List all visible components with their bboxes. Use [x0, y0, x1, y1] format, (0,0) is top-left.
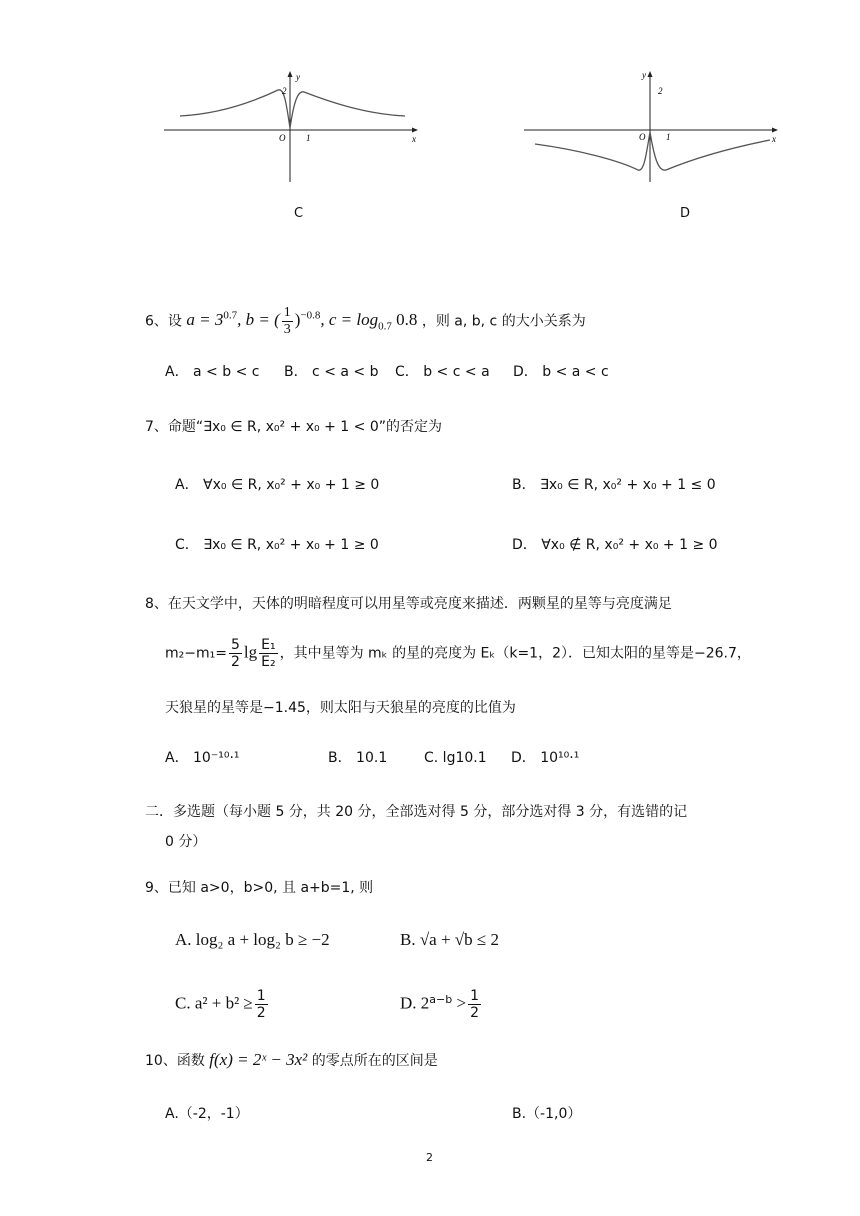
q6-b-expr: , b = ( [237, 310, 280, 330]
graph-c-y-arrow [288, 71, 293, 77]
graph-c-x-label: x [412, 134, 416, 144]
graph-d-y-label: y [642, 70, 646, 80]
q6-option-d: D． b < a < c [513, 364, 609, 380]
q6-a-expr: a = 3 [186, 310, 224, 330]
q6-c-arg: 0.8 [391, 310, 418, 330]
q9-option-b: B. √a + √b ≤ 2 [400, 930, 499, 949]
q8-option-d: D． 10¹⁰·¹ [511, 750, 580, 766]
section-2-line1: 二．多选题（每小题 5 分，共 20 分，全部选对得 5 分，部分选对得 3 分，有选错的记 [145, 804, 688, 820]
q10-option-a: A.（-2，-1） [165, 1106, 249, 1122]
graph-d-tick-two: 2 [658, 86, 663, 96]
section-2-line2: 0 分） [165, 834, 207, 850]
q6-b-pow: −0.8 [300, 309, 321, 322]
q10-suffix: 的零点所在的区间是 [311, 1053, 438, 1069]
question-8-line2 [165, 637, 751, 670]
q10-option-b: B.（-1,0） [512, 1106, 582, 1122]
question-9: 9、已知 a>0，b>0, 且 a+b=1, 则 [145, 880, 374, 896]
q6-c-expr: , c = log [320, 310, 379, 330]
q8-line2-rest: ，其中星等为 mₖ 的星的亮度为 Eₖ（k=1，2）．已知太阳的星等是−26.7， [279, 645, 751, 662]
graph-d-label: D [680, 206, 691, 221]
q6-a-exp: 0.7 [223, 309, 238, 322]
q9-d-den: 2 [470, 1005, 479, 1021]
graph-c-tick-one: 1 [306, 133, 311, 143]
graph-c [160, 66, 425, 186]
graph-d [520, 66, 785, 186]
q8-e1: E₁ [261, 637, 276, 653]
q6-option-c: C． b < c < a [395, 364, 490, 380]
q9-d-rel: > [452, 993, 467, 1013]
q9-c-num: 1 [256, 988, 266, 1004]
q8-option-c: C. lg10.1 [424, 750, 487, 766]
q9-option-c [175, 988, 270, 1021]
q6-b-fraction [282, 305, 293, 338]
q8-e2: E₂ [261, 654, 276, 670]
question-6 [145, 305, 586, 338]
q6-prefix: 6、设 [145, 313, 182, 330]
q8-option-b: B． 10.1 [328, 750, 388, 766]
question-8-line1: 8、在天文学中，天体的明暗程度可以用星等或亮度来描述．两颗星的星等与亮度满足 [145, 596, 672, 612]
q9-option-d [400, 988, 483, 1021]
graph-c-origin: O [279, 133, 286, 143]
question-10 [145, 1050, 438, 1071]
q8-frac-52 [229, 637, 242, 670]
graph-c-curve [180, 90, 405, 128]
q8-lg: lg [243, 642, 258, 662]
q7-option-c: C． ∃x₀ ∈ R, x₀² + x₀ + 1 ≥ 0 [175, 537, 379, 553]
q9-d-pre: D. 2 [400, 993, 430, 1013]
q7-option-d: D． ∀x₀ ∉ R, x₀² + x₀ + 1 ≥ 0 [512, 537, 718, 553]
q10-func: f(x) = 2ˣ − 3x² [209, 1050, 308, 1069]
q6-b-close: ) [294, 310, 301, 330]
graph-d-origin: O [639, 132, 646, 142]
q9-d-half [468, 988, 481, 1021]
graph-c-label: C [294, 206, 304, 221]
page-number: 2 [426, 1151, 433, 1164]
q6-b-den: 3 [283, 322, 291, 337]
graph-c-y-label: y [296, 72, 300, 82]
graph-d-y-arrow [648, 71, 653, 77]
q9-c-half [255, 988, 268, 1021]
q9-d-num: 1 [470, 988, 479, 1004]
q9-c-pre: C. a² + b² ≥ [175, 993, 253, 1013]
q9-d-exp: a−b [429, 992, 453, 1006]
graph-c-x-arrow [412, 128, 418, 133]
q6-c-base: 0.7 [378, 320, 392, 333]
graph-d-x-arrow [772, 128, 778, 133]
q6-b-num: 1 [283, 305, 291, 320]
q9-c-den: 2 [256, 1005, 266, 1021]
graph-d-x-label: x [772, 134, 776, 144]
q10-prefix: 10、函数 [145, 1053, 205, 1069]
q6-math [186, 305, 418, 337]
q8-formula-left: m₂−m₁= [165, 645, 227, 662]
q8-frac-den: 2 [230, 654, 240, 670]
graph-d-curve [535, 132, 770, 170]
graph-c-tick-two: 2 [282, 86, 287, 96]
q6-option-a: A． a < b < c [165, 364, 260, 380]
question-8-line3: 天狼星的星等是−1.45，则太阳与天狼星的亮度的比值为 [165, 700, 516, 716]
q8-frac-e [259, 637, 277, 670]
q8-option-a: A． 10⁻¹⁰·¹ [165, 750, 240, 766]
q8-frac-num: 5 [230, 637, 240, 653]
q6-suffix: ，则 a, b, c 的大小关系为 [421, 313, 586, 330]
q6-option-b: B． c < a < b [284, 364, 379, 380]
question-7: 7、命题“∃x₀ ∈ R, x₀² + x₀ + 1 < 0”的否定为 [145, 419, 442, 435]
q7-option-a: A． ∀x₀ ∈ R, x₀² + x₀ + 1 ≥ 0 [175, 477, 380, 493]
q9-option-a: A. log₂ a + log₂ b ≥ −2 [175, 930, 330, 949]
q7-option-b: B． ∃x₀ ∈ R, x₀² + x₀ + 1 ≤ 0 [512, 477, 716, 493]
graph-d-tick-one: 1 [666, 132, 671, 142]
